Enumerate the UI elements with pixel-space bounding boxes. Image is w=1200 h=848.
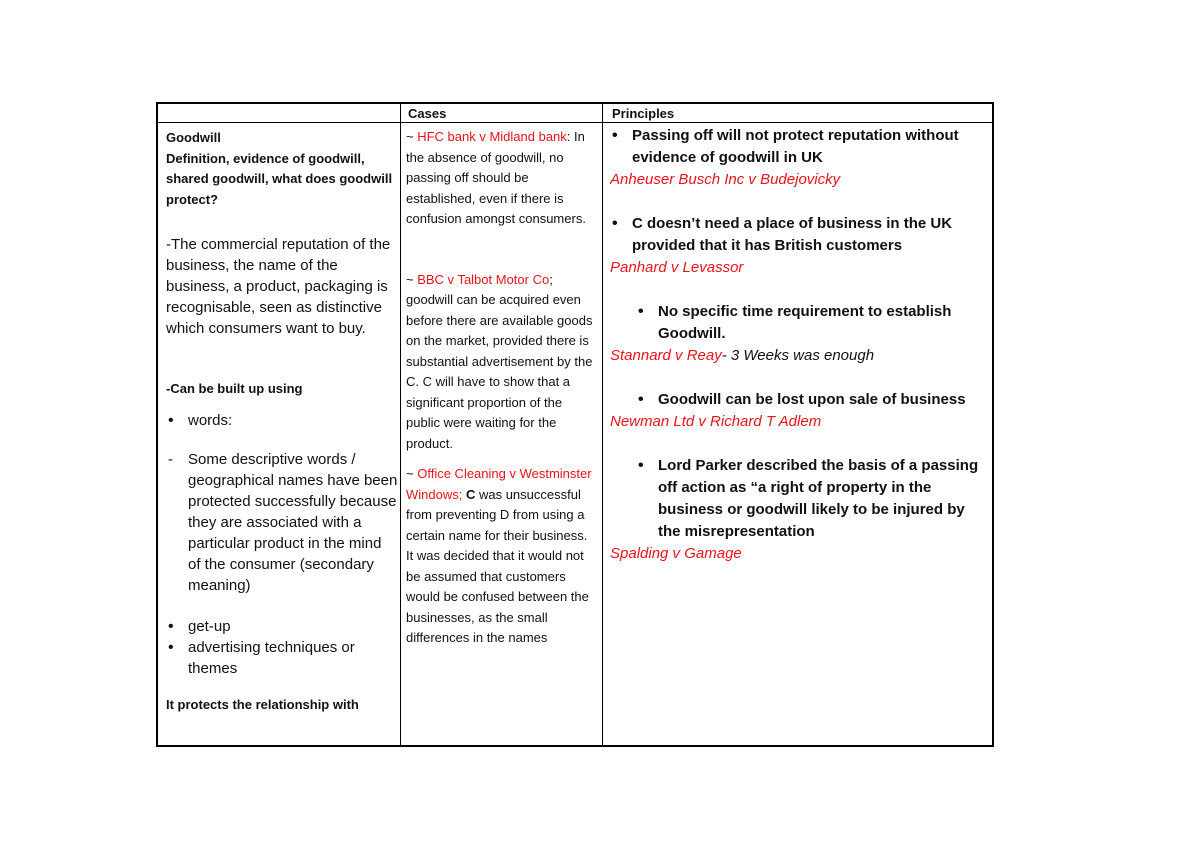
goodwill-title: Goodwill [166, 130, 221, 145]
bullet-advertising: • advertising techniques or themes [166, 637, 398, 679]
principle-4-case: Newman Ltd v Richard T Adlem [610, 413, 822, 430]
principle-3-text: • No specific time requirement to establish Goodwill. [636, 301, 990, 345]
case-office-cleaning: ~ Office Cleaning v Westminster Windows; C was unsuccessful from preventing D from using a certain name for their business. It was decided that it would not be assumed that customers would be confused between the businesses, as the small differences in the names [406, 466, 592, 645]
header-principles: Principles [612, 106, 675, 121]
header-divider [158, 122, 992, 123]
case-hfc: ~ HFC bank v Midland bank: In the absence of goodwill, no passing off should be established, even if there is confusion amongst consumers. [406, 129, 586, 226]
notes-table [156, 102, 994, 747]
cases-cell [406, 125, 596, 745]
goodwill-built-up: -Can be built up using [166, 381, 303, 396]
principle-4 [610, 389, 990, 433]
principle-1 [610, 125, 990, 191]
case-bbc-name: BBC v Talbot Motor Co [417, 271, 550, 287]
case-office-cleaning-name: Office Cleaning v Westminster Windows; [406, 466, 592, 502]
case-hfc-name: HFC bank v Midland bank [417, 129, 567, 144]
goodwill-cell [166, 125, 398, 745]
header-cases: Cases [408, 106, 447, 121]
bullet-getup: • get-up [166, 616, 398, 637]
case-bbc: ~ BBC v Talbot Motor Co; goodwill can be acquired even before there are available goods on the market, provided there is substantial advertisement by the C. C will have to show that a significant proportion of the public were waiting for the product. [406, 271, 593, 451]
principle-3 [610, 301, 990, 367]
goodwill-definition: -The commercial reputation of the business, the name of the business, a product, packaging is recognisable, seen as distinctive which consumers want to buy. [166, 236, 391, 337]
principle-1-text: • Passing off will not protect reputation without evidence of goodwill in UK [610, 125, 990, 169]
column-divider-1 [400, 104, 401, 745]
principle-2 [610, 213, 990, 279]
principle-2-case: Panhard v Levassor [610, 259, 744, 276]
principles-cell [610, 125, 990, 745]
principle-5 [610, 455, 990, 565]
goodwill-subtitle: Definition, evidence of goodwill, shared goodwill, what does goodwill protect? [166, 150, 393, 207]
principle-2-text: • C doesn’t need a place of business in the UK provided that it has British customers [610, 213, 990, 257]
principle-1-case: Anheuser Busch Inc v Budejovicky [610, 171, 841, 188]
goodwill-protects: It protects the relationship with [166, 696, 359, 712]
principle-5-case: Spalding v Gamage [610, 545, 742, 562]
bullet-words: • words: [166, 410, 398, 431]
principle-4-text: • Goodwill can be lost upon sale of business [636, 389, 990, 411]
principle-3-case: Stannard v Reay- 3 Weeks was enough [610, 347, 875, 364]
principle-5-text: • Lord Parker described the basis of a passing off action as “a right of property in the business or goodwill likely to be injured by the misrepresentation [636, 455, 990, 543]
column-divider-2 [602, 104, 603, 745]
dash-descriptive-words: - Some descriptive words / geographical names have been protected successfully because they are associated with a particular product in the mind of the consumer (secondary meaning) [166, 449, 398, 596]
